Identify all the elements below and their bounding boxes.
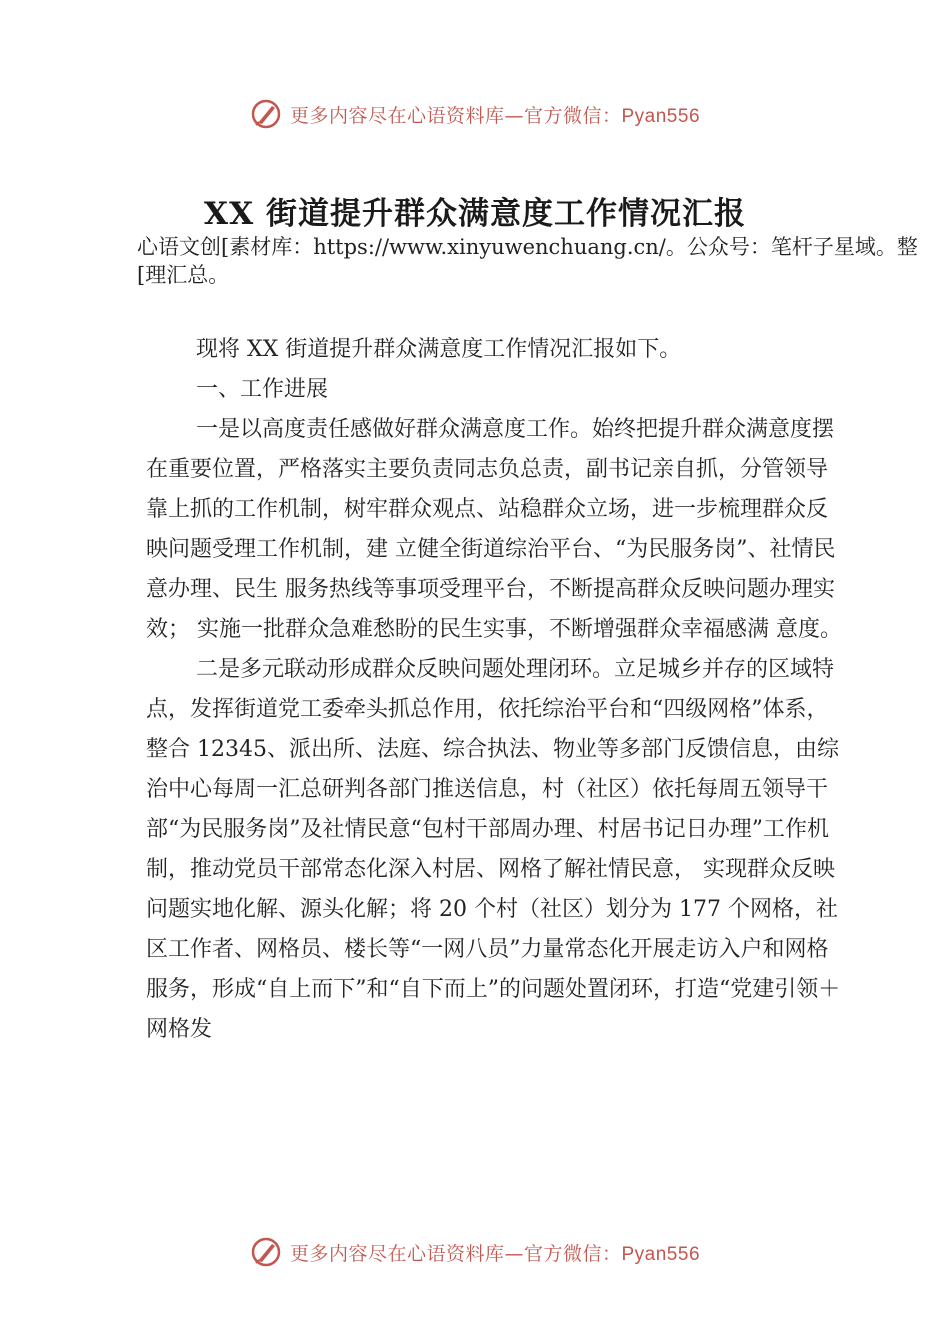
paragraph: 二是多元联动形成群众反映问题处理闭环。立足城乡并存的区域特点，发挥街道党工委牵头抓总作用，依托综治平台和“四级网格”体系，整合 12345、派出所、法庭、综合执法、物业等多部门反馈信息，由综治中心每周一汇总研判各部门推送信息，村（社区）依托每周五领导干部“为民服务岗”及社情民意“包村干部周办理、村居书记日办理”工作机制，推动党员干部常态化深入村居、网格了解社情民意， 实现群众反映问题实地化解、源头化解；将 20 个村（社区）划分为 177 个网格，社区工作者、网格员、楼长等“一网八员”力量常态化开展走访入户和网格服务，形成“自上而下”和“自下而上”的问题处置闭环，打造“党建引领＋网格发 [146, 657, 841, 1042]
quill-pen-icon [250, 1236, 282, 1268]
section-heading: 一、工作进展 [196, 377, 329, 402]
quill-pen-icon [250, 98, 282, 130]
paragraph: 一是以高度责任感做好群众满意度工作。始终把提升群众满意度摆在重要位置，严格落实主要负责同志负总责，副书记亲自抓，分管领导靠上抓的工作机制，树牢群众观点、站稳群众立场，进一步梳理群众反映问题受理工作机制，建 立健全街道综治平台、“为民服务岗”、社情民意办理、民生 服务热线等事项受理平台，不断提高群众反映问题办理实效； 实施一批群众急难愁盼的民生实事，不断增强群众幸福感满 意度。 [146, 417, 842, 642]
document-body [146, 330, 846, 1050]
document-title: XX 街道提升群众满意度工作情况汇报 [204, 196, 746, 232]
footer-banner [0, 1234, 950, 1270]
source-note: 心语文创[素材库：https://www.xinyuwenchuang.cn/。公众号：笔杆子星域。整[理汇总。 [137, 235, 918, 287]
banner-text: 更多内容尽在心语资料库—官方微信：Pyan556 [289, 1242, 701, 1265]
banner-text: 更多内容尽在心语资料库—官方微信：Pyan556 [289, 104, 701, 127]
wechat-handle: Pyan556 [621, 1243, 701, 1265]
header-banner [0, 96, 950, 132]
paragraph: 现将 XX 街道提升群众满意度工作情况汇报如下。 [196, 337, 682, 362]
wechat-handle: Pyan556 [621, 105, 701, 127]
